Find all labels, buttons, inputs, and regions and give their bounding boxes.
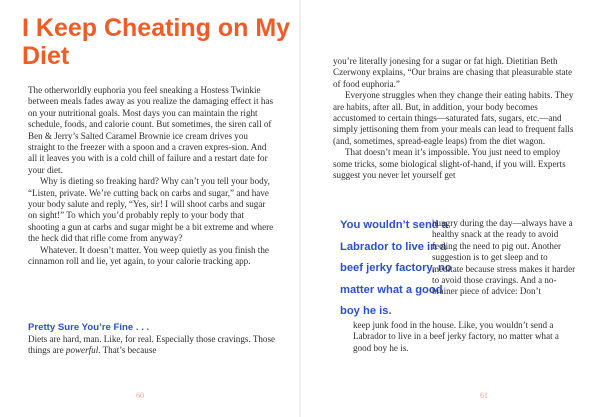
pull-quote: You wouldn’t send a Labrador to live in a beef jerky factory, no matter what a good boy he is.	[340, 219, 452, 317]
right-wrap-paragraph: hungry during the day—always have a healthy snack at the ready to avoid feeling the need to pig out. Another suggestion is to get sleep and to meditate because stress makes it harder to avoid those cravings. And a no-brainer piece of advice: Don’t	[432, 218, 576, 297]
right-closing-paragraph: keep junk food in the house. Like, you wouldn’t send a Labrador to live in a beef jerky factory, no matter what a good boy he is.	[353, 320, 559, 353]
right-paragraph-1: you’re literally jonesing for a sugar or fat high. Dietitian Beth Czerwony explains, “Our brains are chasing that pleasurable state of food euphoria.”	[333, 56, 573, 89]
section-subheading: Pretty Sure You’re Fine . . .	[28, 322, 150, 333]
right-body-text	[333, 56, 579, 181]
left-body-text-continued	[28, 334, 276, 357]
emphasis-text: powerful	[65, 345, 99, 356]
right-paragraph-2: Everyone struggles when they change their eating habits. They are habits, after all. But, in addition, your body becomes accustomed to certain things—saturated fats, sugars, etc.—and simply jettisoning them from your meals can lead to frequent falls (and, sometimes, spread-eagle leaps) from the diet wagon.	[333, 90, 574, 146]
left-body-text	[28, 85, 276, 268]
right-paragraph-3: That doesn’t mean it’s impossible. You just need to employ some tricks, some biological slight-of-hand, if you will. Experts suggest you never let yourself get	[333, 147, 566, 181]
right-page	[301, 0, 600, 417]
paragraph-text-end: . That’s because	[98, 345, 157, 356]
left-paragraph-4	[28, 334, 276, 357]
left-paragraph-1: The otherworldly euphoria you feel sneaking a Hostess Twinkie between meals fades away as you realize the damaging effect it has on your nutritional goals. Most days you can maintain the right schedule, foods, and calorie count. But sometimes, the siren call of Ben & Jerry’s Salted Caramel Brownie ice cream drives you straight to the freezer with a spoon and a craven expres-sion. And all it leaves you with is a cold chill of failure and a restart date for your diet.	[28, 85, 274, 175]
paragraph-text: Diets are hard, man. Like, for real. Especially those cravings. Those things are	[28, 334, 276, 356]
page-number-right: 61	[480, 391, 488, 400]
left-page	[0, 0, 299, 417]
right-wrapped-text	[432, 218, 579, 298]
right-closing-text	[353, 320, 579, 354]
left-paragraph-2: Why is dieting so freaking hard? Why can’t you tell your body, “Listen, private. We’re cutting back on carbs and sugar,” and have your body salute and reply, “Yes, sir! I will shoot carbs and sugar on sight!” To which you’d probably reply to your body that shooting a gun at carbs and sugar might be a bit extreme and where the heck did that rifle come from anyway?	[28, 176, 274, 244]
page-number-left: 60	[136, 391, 144, 400]
left-paragraph-3: Whatever. It doesn’t matter. You weep quietly as you finish the cinnamon roll and lie, yet again, to your calorie tracking app.	[28, 244, 269, 267]
chapter-title: I Keep Cheating on My Diet	[22, 14, 291, 70]
